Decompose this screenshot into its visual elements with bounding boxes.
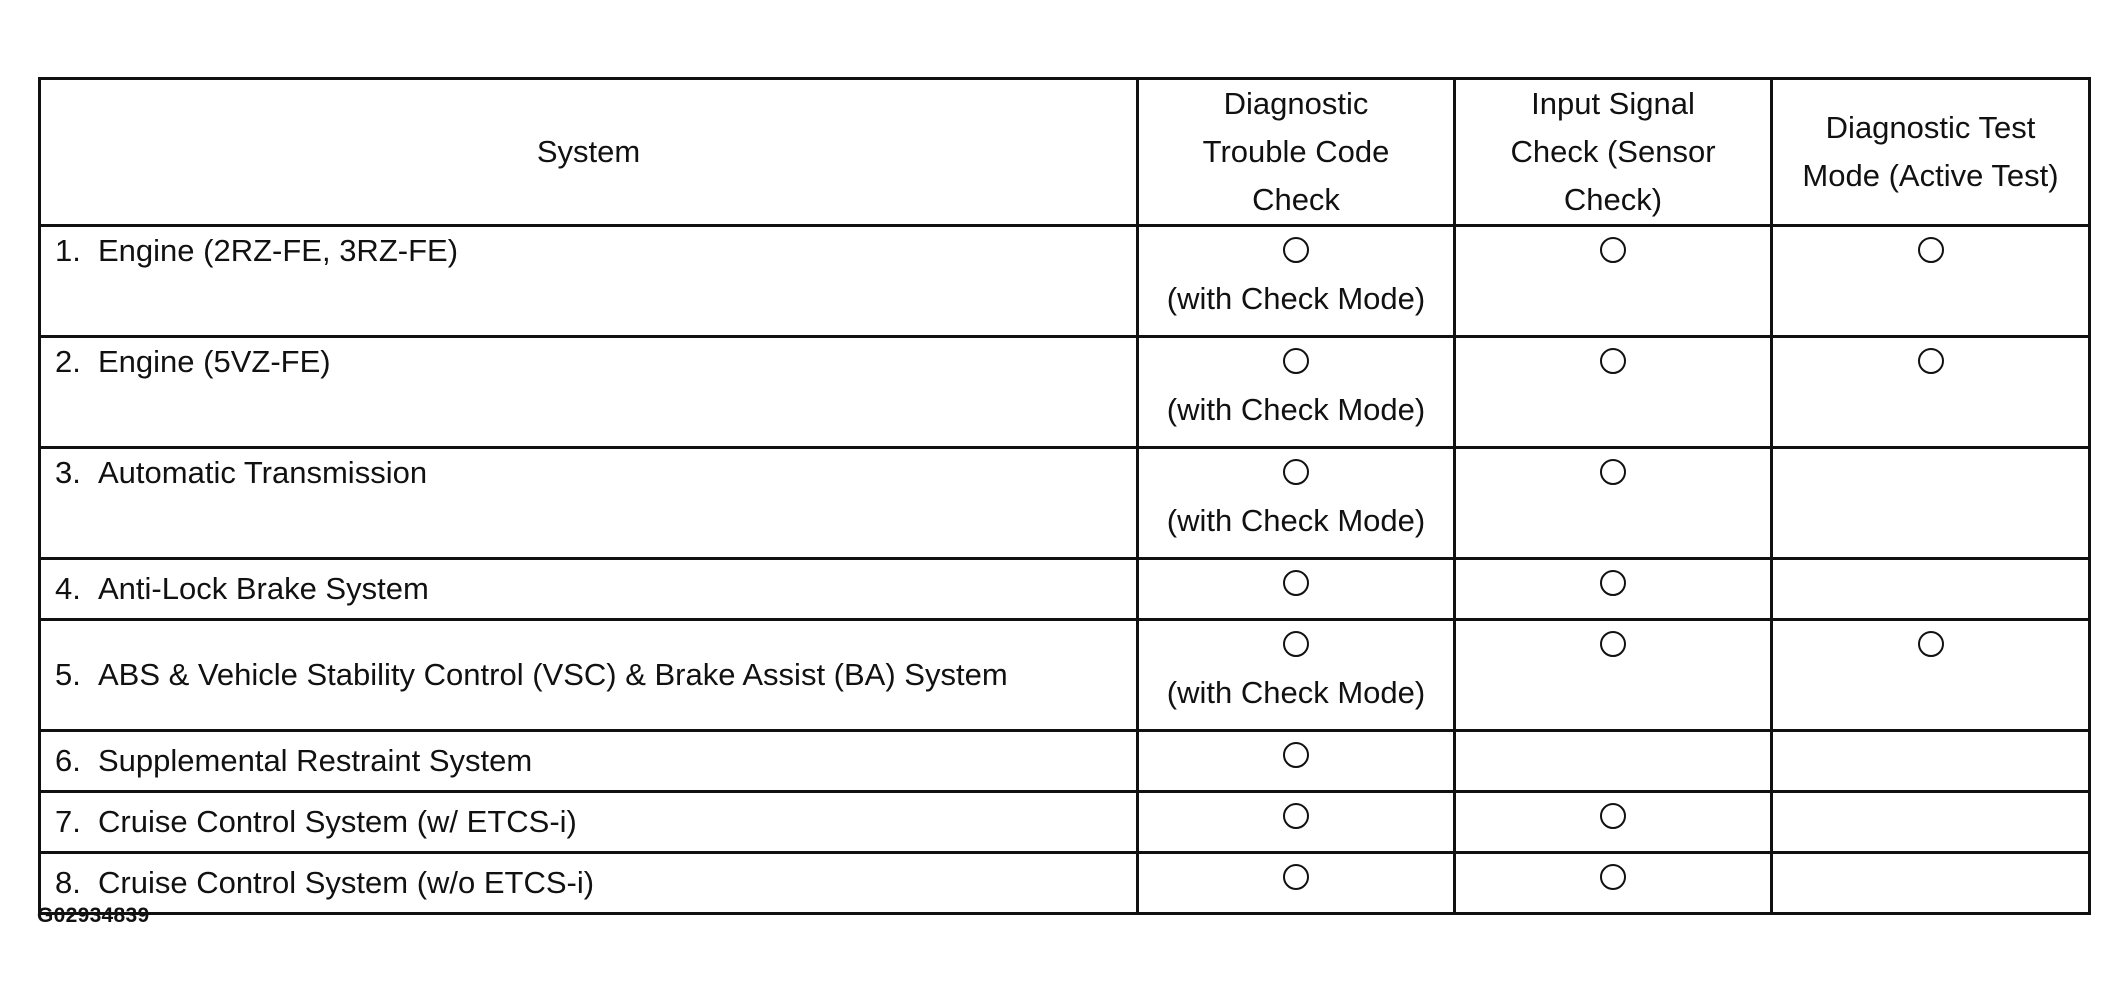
circle-mark-icon xyxy=(1918,631,1944,657)
row-number: 3. xyxy=(55,455,81,490)
input-cell xyxy=(1455,620,1772,731)
circle-mark-icon xyxy=(1283,459,1309,485)
system-name: Cruise Control System (w/o ETCS-i) xyxy=(98,865,595,900)
active-test-cell xyxy=(1772,792,2090,853)
input-cell xyxy=(1455,226,1772,337)
table-row xyxy=(40,853,2090,914)
circle-mark-icon xyxy=(1600,631,1626,657)
input-cell xyxy=(1455,792,1772,853)
table-row xyxy=(40,448,2090,559)
system-cell xyxy=(40,792,1138,853)
table-row xyxy=(40,792,2090,853)
check-mode-note: (with Check Mode) xyxy=(1166,503,1426,538)
input-cell xyxy=(1455,448,1772,559)
system-name: Engine (2RZ-FE, 3RZ-FE) xyxy=(98,233,459,268)
input-cell xyxy=(1455,853,1772,914)
circle-mark-icon xyxy=(1283,348,1309,374)
circle-mark-icon xyxy=(1283,742,1309,768)
circle-mark-icon xyxy=(1600,864,1626,890)
circle-mark-icon xyxy=(1600,459,1626,485)
system-cell xyxy=(40,853,1138,914)
system-name: Engine (5VZ-FE) xyxy=(98,344,331,379)
active-test-cell xyxy=(1772,620,2090,731)
check-mode-note: (with Check Mode) xyxy=(1166,281,1426,316)
system-name: Cruise Control System (w/ ETCS-i) xyxy=(98,804,577,839)
system-cell xyxy=(40,559,1138,620)
row-number: 7. xyxy=(55,804,81,839)
table-row xyxy=(40,226,2090,337)
row-number: 1. xyxy=(55,233,81,268)
dtc-cell xyxy=(1138,337,1455,448)
input-cell xyxy=(1455,559,1772,620)
circle-mark-icon xyxy=(1600,348,1626,374)
header-input-signal-check: Input Signal Check (Sensor Check) xyxy=(1455,79,1772,226)
diagnostic-function-table xyxy=(38,77,2091,915)
row-number: 2. xyxy=(55,344,81,379)
row-number: 4. xyxy=(55,571,81,606)
system-name: ABS & Vehicle Stability Control (VSC) & Brake Assist (BA) System xyxy=(98,657,1008,692)
circle-mark-icon xyxy=(1283,237,1309,263)
circle-mark-icon xyxy=(1600,237,1626,263)
circle-mark-icon xyxy=(1283,631,1309,657)
dtc-cell xyxy=(1138,853,1455,914)
table-row xyxy=(40,559,2090,620)
active-test-cell xyxy=(1772,731,2090,792)
figure-id: G02934839 xyxy=(37,904,150,927)
row-number: 8. xyxy=(55,865,81,900)
system-cell xyxy=(40,620,1138,731)
circle-mark-icon xyxy=(1283,864,1309,890)
header-row xyxy=(40,79,2090,226)
row-number: 5. xyxy=(55,657,81,692)
system-cell xyxy=(40,731,1138,792)
dtc-cell xyxy=(1138,620,1455,731)
system-cell xyxy=(40,337,1138,448)
circle-mark-icon xyxy=(1600,803,1626,829)
active-test-cell xyxy=(1772,448,2090,559)
circle-mark-icon xyxy=(1283,570,1309,596)
active-test-cell xyxy=(1772,337,2090,448)
active-test-cell xyxy=(1772,226,2090,337)
system-name: Anti-Lock Brake System xyxy=(98,571,429,606)
dtc-cell xyxy=(1138,731,1455,792)
dtc-cell xyxy=(1138,792,1455,853)
system-cell xyxy=(40,226,1138,337)
active-test-cell xyxy=(1772,559,2090,620)
header-system: System xyxy=(40,79,1138,226)
circle-mark-icon xyxy=(1283,803,1309,829)
header-dtc-check: Diagnostic Trouble Code Check xyxy=(1138,79,1455,226)
input-cell xyxy=(1455,731,1772,792)
system-name: Automatic Transmission xyxy=(98,455,428,490)
circle-mark-icon xyxy=(1600,570,1626,596)
active-test-cell xyxy=(1772,853,2090,914)
system-cell xyxy=(40,448,1138,559)
dtc-cell xyxy=(1138,559,1455,620)
dtc-cell xyxy=(1138,448,1455,559)
dtc-cell xyxy=(1138,226,1455,337)
circle-mark-icon xyxy=(1918,348,1944,374)
header-active-test: Diagnostic Test Mode (Active Test) xyxy=(1772,79,2090,226)
circle-mark-icon xyxy=(1918,237,1944,263)
table-row xyxy=(40,620,2090,731)
system-name: Supplemental Restraint System xyxy=(98,743,533,778)
input-cell xyxy=(1455,337,1772,448)
check-mode-note: (with Check Mode) xyxy=(1166,392,1426,427)
table-row xyxy=(40,731,2090,792)
row-number: 6. xyxy=(55,743,81,778)
check-mode-note: (with Check Mode) xyxy=(1166,675,1426,710)
table-row xyxy=(40,337,2090,448)
